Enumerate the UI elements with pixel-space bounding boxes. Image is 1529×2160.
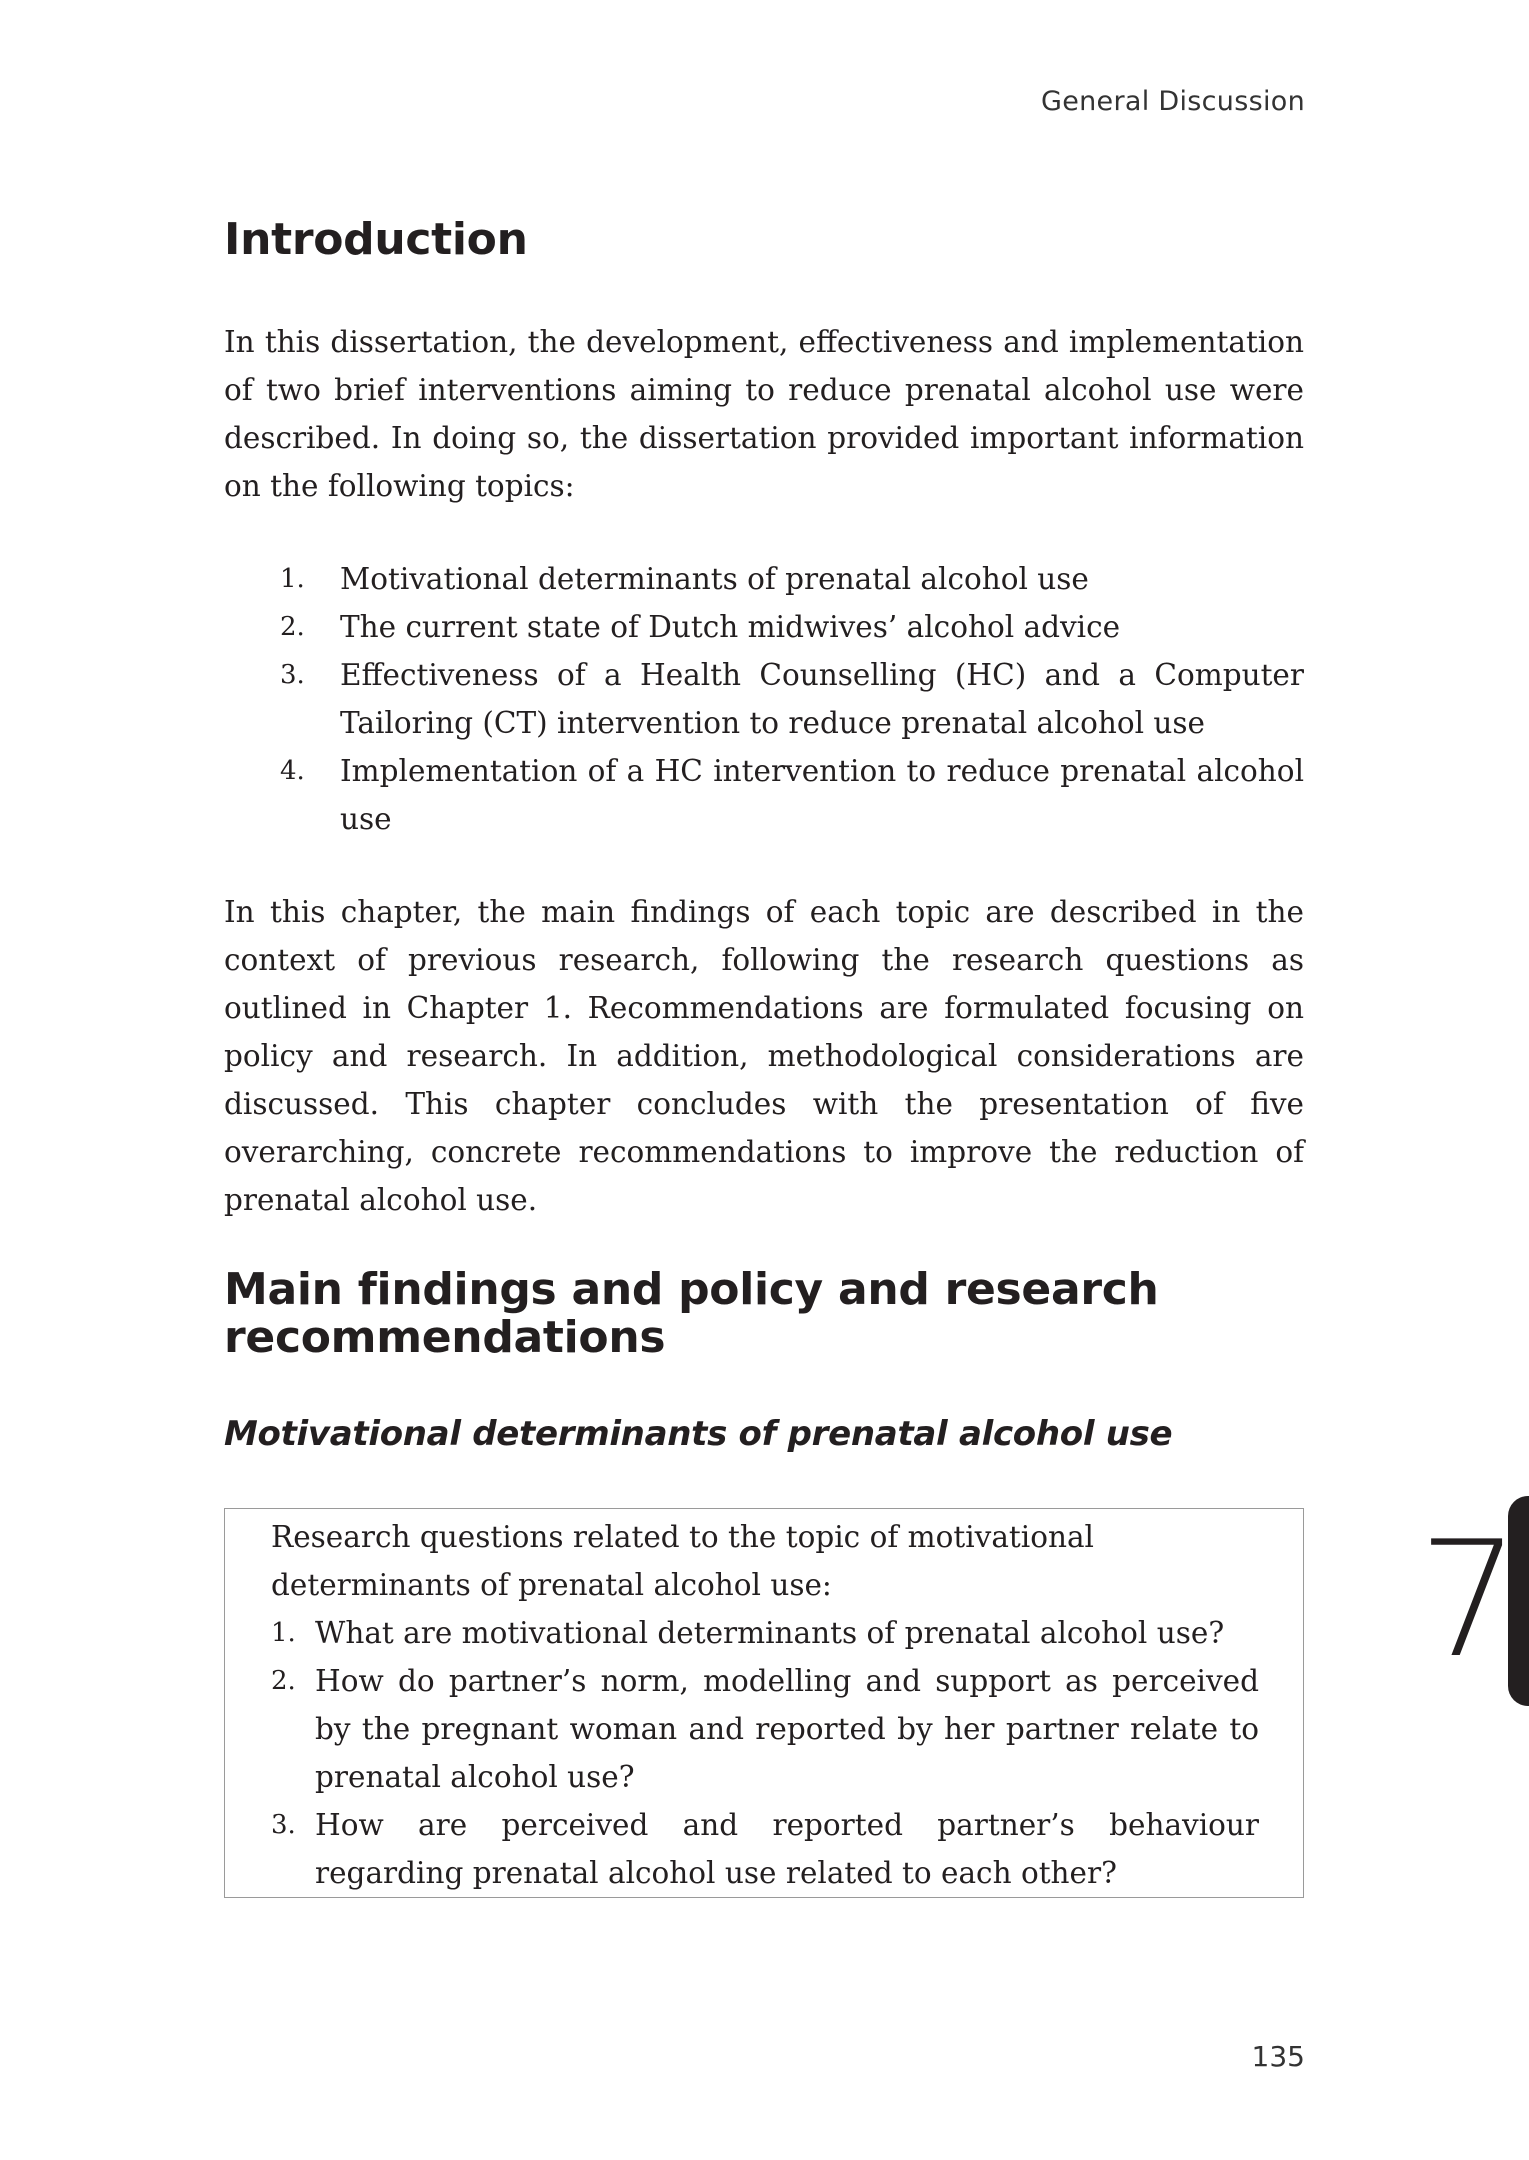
research-questions-box [224, 1508, 1304, 1898]
list-item-number: 2. [271, 1666, 296, 1696]
list-item [271, 1657, 1259, 1801]
motivational-determinants-subheading: Motivational determinants of prenatal alcohol use [224, 1414, 1173, 1454]
introduction-paragraph-1: In this dissertation, the development, effectiveness and implementation of two brief interventions aiming to reduce prenatal alcohol use were described. In doing so, the dissertation provided important information on the following topics: [224, 325, 1304, 503]
list-item-number: 1. [280, 564, 305, 594]
research-questions-list [271, 1609, 1259, 1897]
introduction-paragraph-2: In this chapter, the main findings of each topic are described in the context of previous research, following the research questions as outlined in Chapter 1. Recommendations are formulated focusing on policy and research. In addition, methodological considerations are discussed. This chapter concludes with the presentation of five overarching, concrete recommendations to improve the reduction of prenatal alcohol use. [224, 895, 1304, 1217]
list-item-number: 2. [280, 612, 305, 642]
list-item-text: What are motivational determinants of prenatal alcohol use? [315, 1616, 1225, 1650]
list-item [224, 651, 1304, 747]
main-findings-heading-line-2: recommendations [224, 1312, 666, 1363]
list-item-number: 3. [271, 1810, 296, 1840]
list-item [224, 603, 1304, 651]
main-findings-heading [224, 1266, 1159, 1362]
list-item-text: Implementation of a HC intervention to reduce prenatal alcohol use [340, 754, 1304, 836]
page-number: 135 [1251, 2040, 1305, 2073]
list-item-text: Effectiveness of a Health Counselling (HC) and a Computer Tailoring (CT) intervention to reduce prenatal alcohol use [340, 658, 1304, 740]
running-header: General Discussion [1041, 86, 1305, 117]
list-item [271, 1609, 1259, 1657]
introduction-heading: Introduction [224, 214, 528, 265]
list-item [224, 555, 1304, 603]
list-item-text: Motivational determinants of prenatal alcohol use [340, 562, 1089, 596]
list-item [271, 1801, 1259, 1897]
list-item-text: How do partner’s norm, modelling and support as perceived by the pregnant woman and reported by her partner relate to prenatal alcohol use? [315, 1664, 1259, 1794]
research-questions-intro: Research questions related to the topic of motivational determinants of prenatal alcohol use: [271, 1520, 1094, 1602]
list-item-number: 4. [280, 756, 305, 786]
chapter-number: 7 [1418, 1506, 1520, 1693]
main-findings-heading-line-1: Main findings and policy and research [224, 1264, 1159, 1315]
list-item-number: 3. [280, 660, 305, 690]
list-item-text: How are perceived and reported partner’s behaviour regarding prenatal alcohol use related to each other? [315, 1808, 1259, 1890]
list-item [224, 747, 1304, 843]
topics-list [224, 555, 1304, 843]
list-item-number: 1. [271, 1618, 296, 1648]
list-item-text: The current state of Dutch midwives’ alcohol advice [340, 610, 1121, 644]
